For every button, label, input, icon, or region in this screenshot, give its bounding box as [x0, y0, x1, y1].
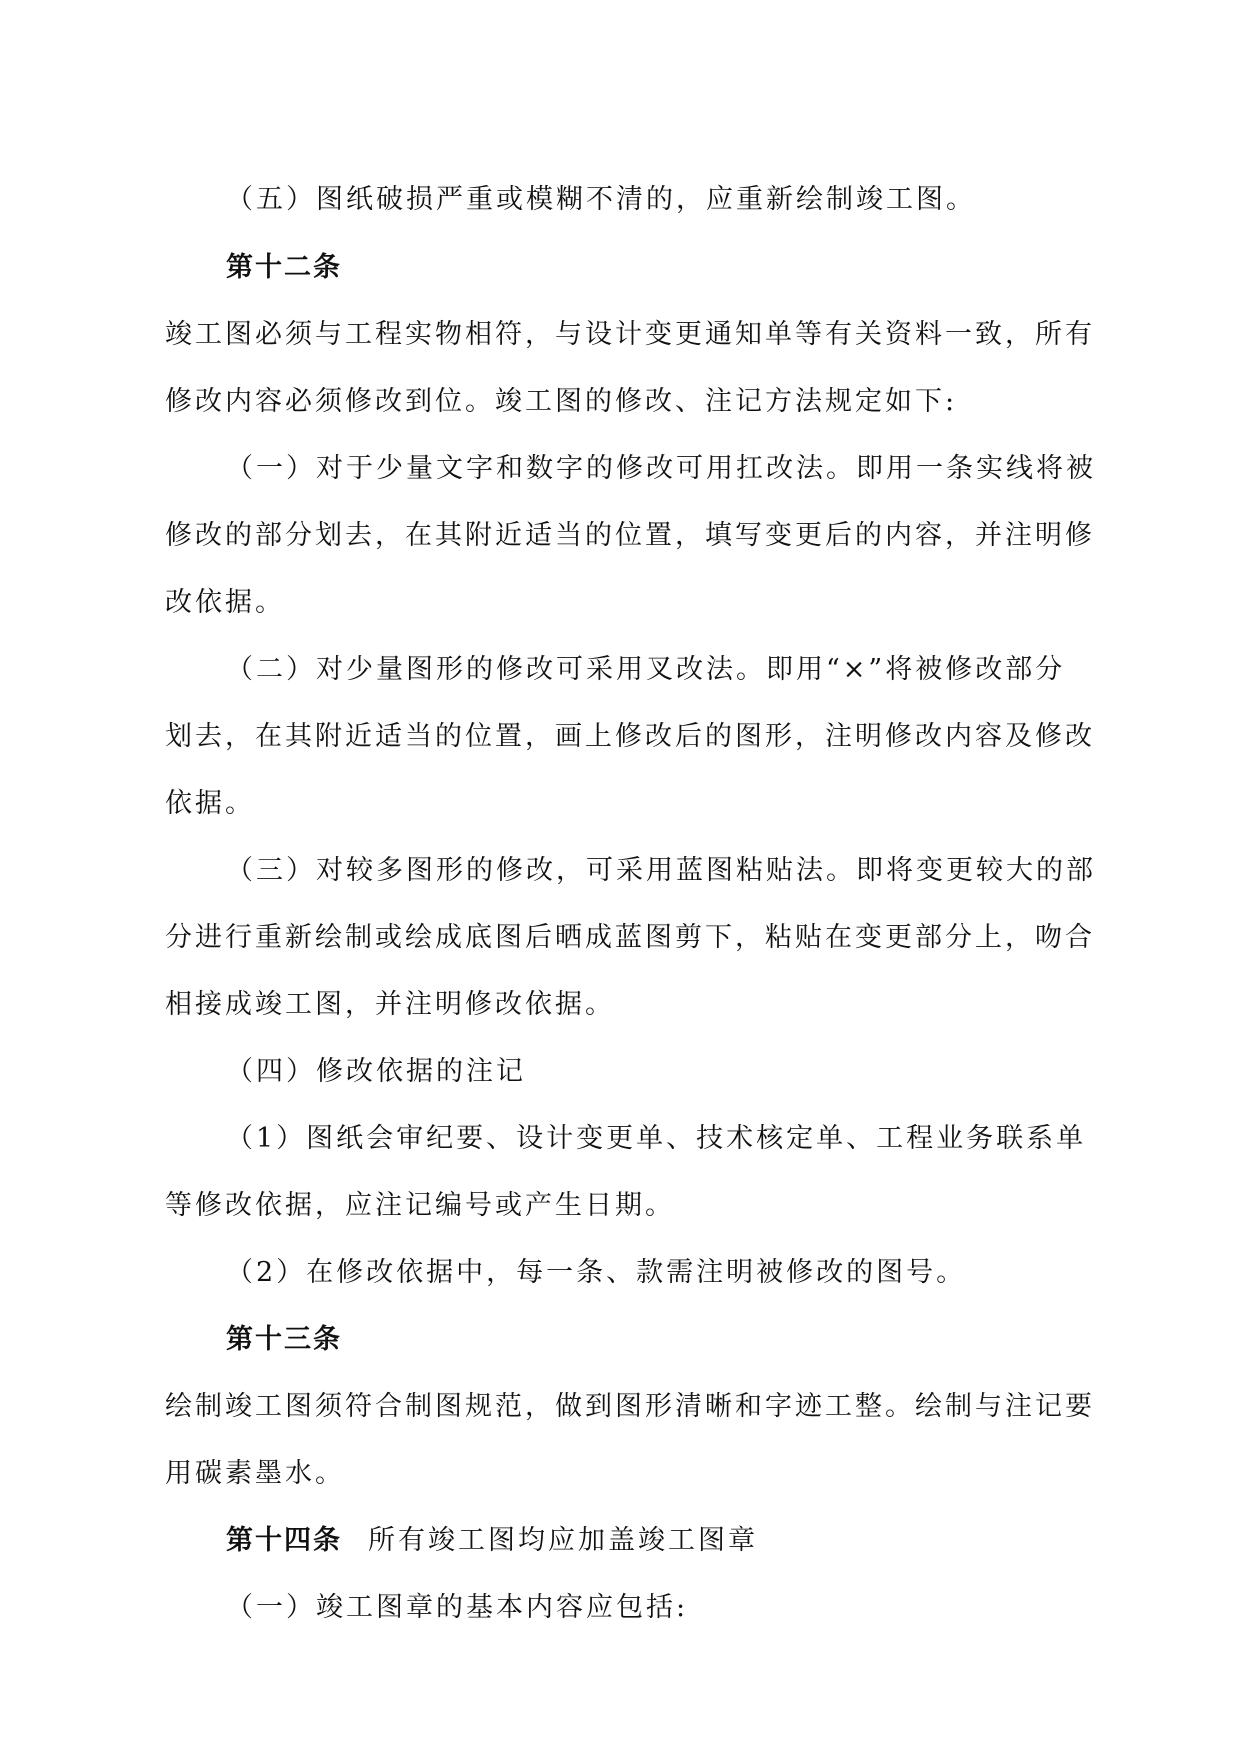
- paragraph-line: 分进行重新绘制或绘成底图后晒成蓝图剪下，粘贴在变更部分上，吻合: [165, 922, 1095, 953]
- paragraph-line: 修改的部分划去，在其附近适当的位置，填写变更后的内容，并注明修: [165, 520, 1095, 551]
- paragraph-line: （一）竣工图章的基本内容应包括:: [226, 1592, 689, 1623]
- paragraph-line: （三）对较多图形的修改，可采用蓝图粘贴法。即将变更较大的部: [226, 855, 1096, 886]
- paragraph-line: 竣工图必须与工程实物相符，与设计变更通知单等有关资料一致，所有: [165, 319, 1095, 350]
- paragraph-line: 划去，在其附近适当的位置，画上修改后的图形，注明修改内容及修改: [165, 721, 1095, 752]
- article-heading: 第十二条: [226, 252, 342, 283]
- paragraph-line: 等修改依据，应注记编号或产生日期。: [165, 1190, 675, 1221]
- article-heading-line: [226, 1524, 1136, 1558]
- article-heading: 第十三条: [226, 1324, 342, 1355]
- paragraph-line: （四）修改依据的注记: [226, 1056, 526, 1087]
- article-heading: 第十四条: [226, 1525, 342, 1556]
- paragraph-line: （1）图纸会审纪要、设计变更单、技术核定单、工程业务联系单: [226, 1123, 1087, 1154]
- paragraph-line: 绘制竣工图须符合制图规范，做到图形清晰和字迹工整。绘制与注记要: [165, 1391, 1095, 1422]
- paragraph-line: 改依据。: [165, 587, 285, 618]
- paragraph-line: 用碳素墨水。: [165, 1458, 345, 1489]
- paragraph-line: （二）对少量图形的修改可采用叉改法。即用“×”将被修改部分: [226, 654, 1066, 685]
- paragraph-line: 相接成竣工图，并注明修改依据。: [165, 989, 615, 1020]
- paragraph-line: （五）图纸破损严重或模糊不清的，应重新绘制竣工图。: [226, 184, 976, 215]
- paragraph-line: （一）对于少量文字和数字的修改可用扛改法。即用一条实线将被: [226, 453, 1096, 484]
- article-heading-text: 所有竣工图均应加盖竣工图章: [368, 1525, 758, 1556]
- paragraph-line: 修改内容必须修改到位。竣工图的修改、注记方法规定如下:: [165, 386, 958, 417]
- paragraph-line: （2）在修改依据中，每一条、款需注明被修改的图号。: [226, 1257, 967, 1288]
- paragraph-line: 依据。: [165, 788, 255, 819]
